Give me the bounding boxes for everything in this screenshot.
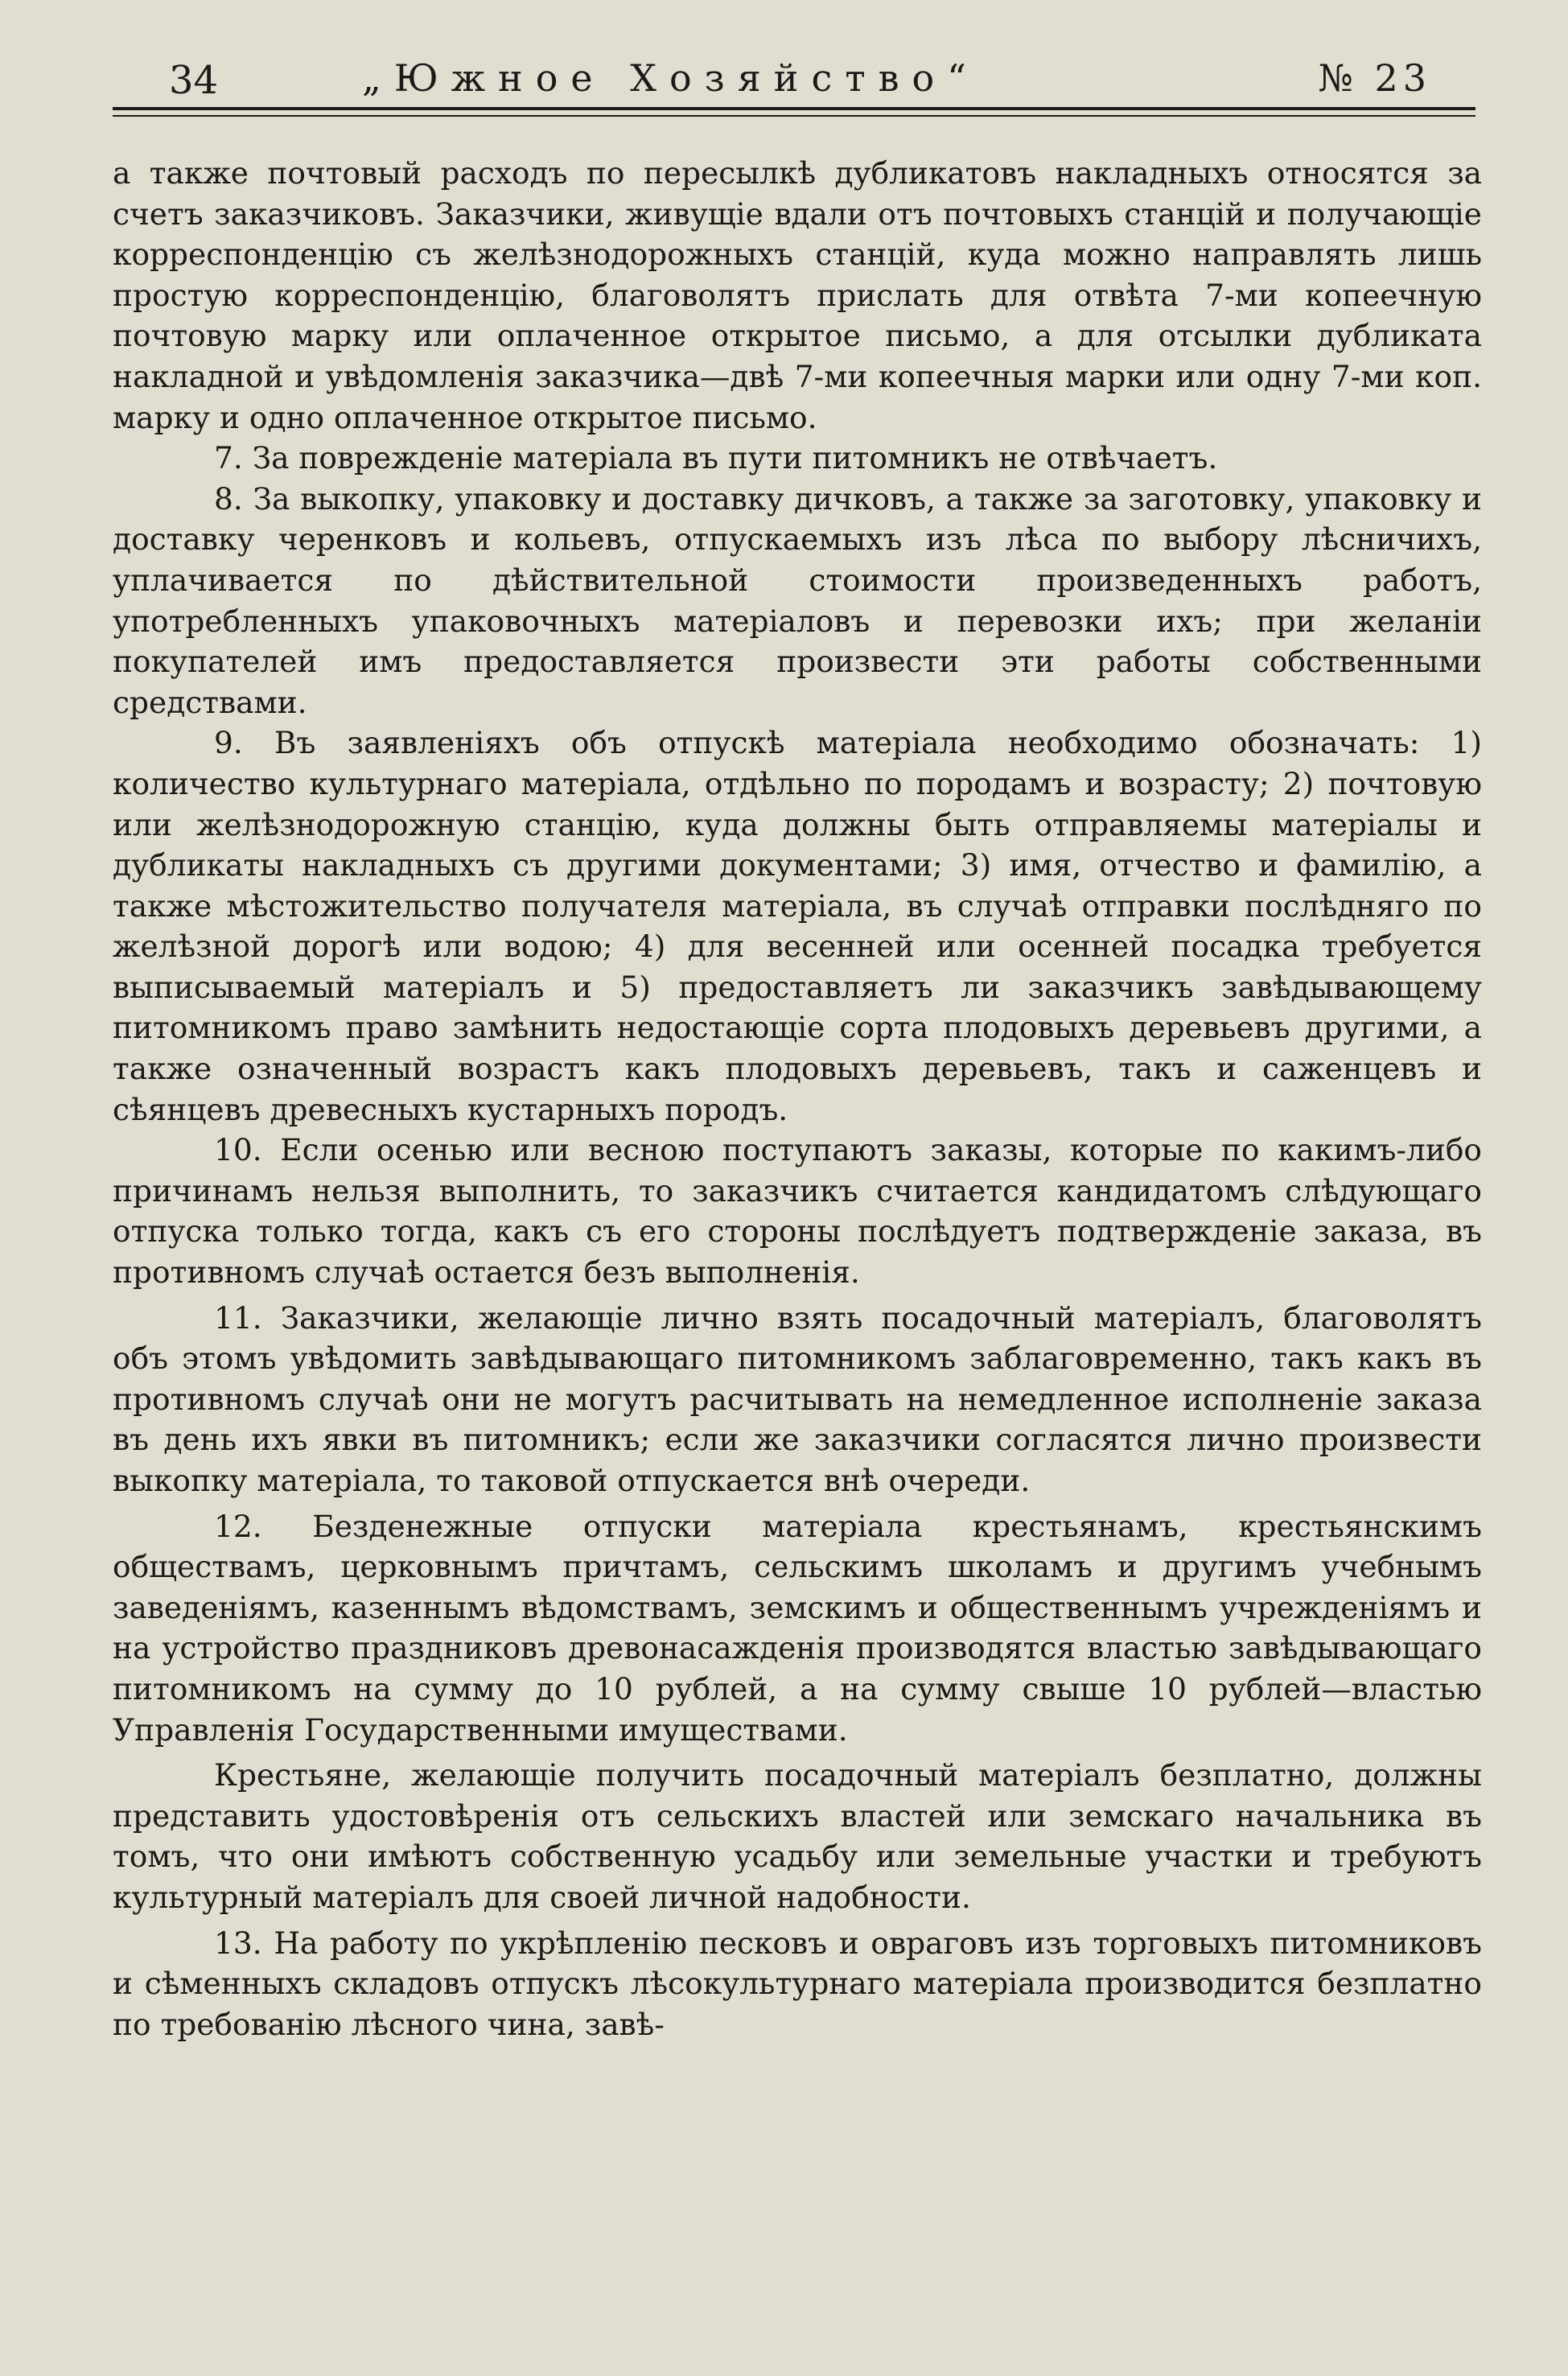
- page-number: 34: [169, 58, 219, 103]
- paragraph-12: 12. Безденежные отпуски матеріала крестьянамъ, крестьянскимъ обществамъ, церковнымъ причтамъ, сельскимъ школамъ и другимъ учебнымъ заведеніямъ, казеннымъ вѣдомствамъ, земскимъ и общественнымъ учрежденіямъ и на устройство праздниковъ древонасажденія производятся властью завѣдывающаго питомникомъ на сумму до 10 рублей, а на сумму свыше 10 рублей—властью Управленія Государственными имуществами.: [113, 1508, 1482, 1748]
- paragraph-continuation: а также почтовый расходъ по пересылкѣ дубликатовъ накладныхъ относятся за счетъ заказчиковъ. Заказчики, живущіе вдали отъ почтовыхъ станцій и получающіе корреспонденцію съ желѣзнодорожныхъ станцій, куда можно направлять лишь простую корреспонденцію, благоволятъ прислать для отвѣта 7-ми копеечную почтовую марку или оплаченное открытое письмо, а для отсылки дубликата накладной и увѣдомленія заказчика—двѣ 7-ми копеечныя марки или одну 7-ми коп. марку и одно оплаченное открытое письмо.: [113, 155, 1482, 435]
- paragraph-9: 9. Въ заявленіяхъ объ отпускѣ матеріала необходимо обозначать: 1) количество культурнаго матеріала, отдѣльно по породамъ и возрасту; 2) почтовую или желѣзнодорожную станцію, куда должны быть отправляемы матеріалы и дубликаты накладныхъ съ другими документами; 3) имя, отчество и фамилію, а также мѣстожительство получателя матеріала, въ случаѣ отправки послѣдняго по желѣзной дорогѣ или водою; 4) для весенней или осенней посадка требуется выписываемый матеріалъ и 5) предоставляетъ ли заказчикъ завѣдывающему питомникомъ право замѣнить недостающіе сорта плодовыхъ деревьевъ другими, а также означенный возрастъ какъ плодовыхъ деревьевъ, такъ и саженцевъ и сѣянцевъ древесныхъ кустарныхъ породъ.: [113, 725, 1482, 1127]
- paragraph-7: 7. За поврежденіе матеріала въ пути питомникъ не отвѣчаетъ.: [214, 440, 1218, 476]
- running-header: [113, 48, 1431, 113]
- paragraph-11: 11. Заказчики, желающіе лично взять посадочный матеріалъ, благоволятъ объ этомъ увѣдомить завѣдывающаго питомникомъ заблаговременно, такъ какъ въ противномъ случаѣ они не могутъ расчитывать на немедленное исполненіе заказа въ день ихъ явки въ питомникъ; если же заказчики согласятся лично произвести выкопку матеріала, то таковой отпускается внѣ очереди.: [113, 1299, 1482, 1498]
- header-rule-thick: [113, 107, 1475, 110]
- paragraph-8: 8. За выкопку, упаковку и доставку дичковъ, а также за заготовку, упаковку и доставку черенковъ и кольевъ, отпускаемыхъ изъ лѣса по выбору лѣсничихъ, уплачивается по дѣйствительной стоимости произведенныхъ работъ, употребленныхъ упаковочныхъ матеріаловъ и перевозки ихъ; при желаніи покупателей имъ предоставляется произвести эти работы собственными средствами.: [113, 480, 1482, 720]
- paragraph-10: 10. Если осенью или весною поступаютъ заказы, которые по какимъ-либо причинамъ нельзя выполнить, то заказчикъ считается кандидатомъ слѣдующаго отпуска только тогда, какъ съ его стороны послѣдуетъ подтвержденіе заказа, въ противномъ случаѣ остается безъ выполненія.: [113, 1132, 1482, 1291]
- paragraph-peasants: Крестьяне, желающіе получить посадочный матеріалъ безплатно, должны представить удостовѣренія отъ сельскихъ властей или земскаго начальника въ томъ, что они имѣютъ собственную усадьбу или земельные участки и требуютъ культурный матеріалъ для своей личной надобности.: [113, 1757, 1482, 1915]
- issue-number: № 23: [1318, 56, 1431, 100]
- body-text: [113, 153, 1482, 2045]
- paragraph-13: 13. На работу по укрѣпленію песковъ и овраговъ изъ торговыхъ питомниковъ и сѣменныхъ складовъ отпускъ лѣсокультурнаго матеріала производится безплатно по требованію лѣсного чина, завѣ-: [113, 1925, 1482, 2042]
- journal-title: „Южное Хозяйство“: [362, 56, 979, 100]
- header-rule-thin: [113, 115, 1475, 117]
